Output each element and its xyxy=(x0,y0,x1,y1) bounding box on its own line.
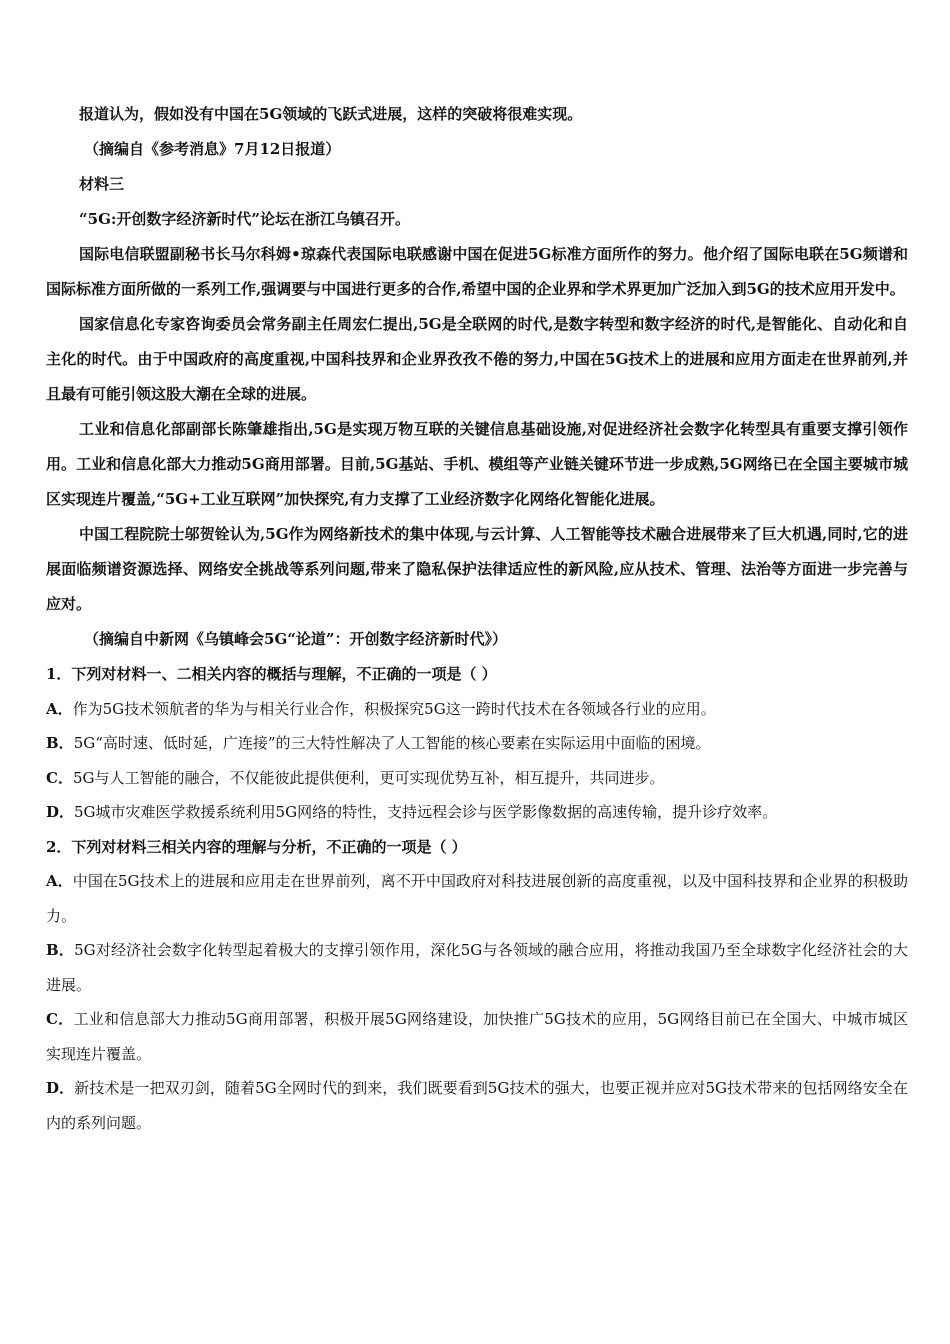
option-b xyxy=(46,726,908,761)
option-label: A． xyxy=(46,872,73,890)
option-text: 5G与人工智能的融合，不仅能彼此提供便利，更可实现优势互补，相互提升，共同进步。 xyxy=(72,768,665,787)
option-label: B． xyxy=(46,941,75,959)
option-text: 中国在5G技术上的进展和应用走在世界前列，离不开中国政府对科技进展创新的高度重视，以及中国科技界和企业界的积极助力。 xyxy=(46,872,908,925)
option-text: 5G“高时速、低时延，广连接”的三大特性解决了人工智能的核心要素在实际运用中面临的困境。 xyxy=(73,734,711,752)
option-label: D． xyxy=(46,1079,75,1097)
material2-tail: 报道认为，假如没有中国在5G领域的飞跃式进展，这样的突破将很难实现。 xyxy=(79,105,583,123)
option-label: A． xyxy=(46,699,73,718)
option-text: 工业和信息部大力推动5G商用部署，积极开展5G网络建设，加快推广5G技术的应用，5G网络目前已在全国大、中城市城区实现连片覆盖。 xyxy=(46,1010,908,1063)
question-stem: 1．下列对材料一、二相关内容的概括与理解，不正确的一项是（ ） xyxy=(46,665,497,683)
question-1 xyxy=(46,657,908,830)
option-b xyxy=(46,933,908,1002)
material3-paragraph: 中国工程院院士邬贺铨认为,5G作为网络新技术的集中体现,与云计算、人工智能等技术融合进展带来了巨大机遇,同时,它的进展面临频谱资源选择、网络安全挑战等系列问题,带来了隐私保护法律适应性的新风险,应从技术、管理、法治等方面进一步完善与应对。 xyxy=(46,525,908,613)
option-label: D． xyxy=(46,803,75,821)
option-text: 5G城市灾难医学救援系统利用5G网络的特性，支持远程会诊与医学影像数据的高速传输，提升诊疗效率。 xyxy=(74,803,778,821)
material3-source: （摘编自中新网《乌镇峰会5G“论道”：开创数字经济新时代》） xyxy=(84,630,508,648)
option-c xyxy=(46,761,908,796)
material3-paragraph: “5G:开创数字经济新时代”论坛在浙江乌镇召开。 xyxy=(79,210,411,228)
option-a xyxy=(46,692,908,727)
option-text: 新技术是一把双刃剑，随着5G全网时代的到来，我们既要看到5G技术的强大，也要正视并应对5G技术带来的包括网络安全在内的系列问题。 xyxy=(46,1079,908,1132)
option-d xyxy=(46,795,908,830)
option-text: 作为5G技术领航者的华为与相关行业合作，积极探究5G这一跨时代技术在各领域各行业的应用。 xyxy=(72,699,716,718)
document-page xyxy=(46,97,908,1140)
option-label: B． xyxy=(46,734,74,752)
question-stem: 2．下列对材料三相关内容的理解与分析，不正确的一项是（ ） xyxy=(46,837,467,856)
option-c xyxy=(46,1002,908,1071)
material3-paragraph: 国家信息化专家咨询委员会常务副主任周宏仁提出,5G是全联网的时代,是数字转型和数字经济的时代,是智能化、自动化和自主化的时代。由于中国政府的高度重视,中国科技界和企业界孜孜不倦的努力,中国在5G技术上的进展和应用方面走在世界前列,并且最有可能引领这股大潮在全球的进展。 xyxy=(46,315,908,403)
option-a xyxy=(46,864,908,933)
option-label: C． xyxy=(46,1010,74,1028)
material3-heading: 材料三 xyxy=(79,175,125,193)
question-2 xyxy=(46,830,908,1141)
option-text: 5G对经济社会数字化转型起着极大的支撑引领作用，深化5G与各领域的融合应用，将推动我国乃至全球数字化经济社会的大进展。 xyxy=(46,941,908,994)
material3-paragraph: 工业和信息化部副部长陈肇雄指出,5G是实现万物互联的关键信息基础设施,对促进经济社会数字化转型具有重要支撑引领作用。工业和信息化部大力推动5G商用部署。目前,5G基站、手机、模组等产业链关键环节进一步成熟,5G网络已在全国主要城市城区实现连片覆盖,“5G+工业互联网”加快探究,有力支撑了工业经济数字化网络化智能化进展。 xyxy=(46,420,908,508)
option-label: C． xyxy=(46,768,73,787)
option-d xyxy=(46,1071,908,1140)
material3-paragraph: 国际电信联盟副秘书长马尔科姆•琼森代表国际电联感谢中国在促进5G标准方面所作的努力。他介绍了国际电联在5G频谱和国际标准方面所做的一系列工作,强调要与中国进行更多的合作,希望中国的企业界和学术界更加广泛加入到5G的技术应用开发中。 xyxy=(46,245,908,298)
material2-source: （摘编自《参考消息》7月12日报道） xyxy=(84,140,341,158)
